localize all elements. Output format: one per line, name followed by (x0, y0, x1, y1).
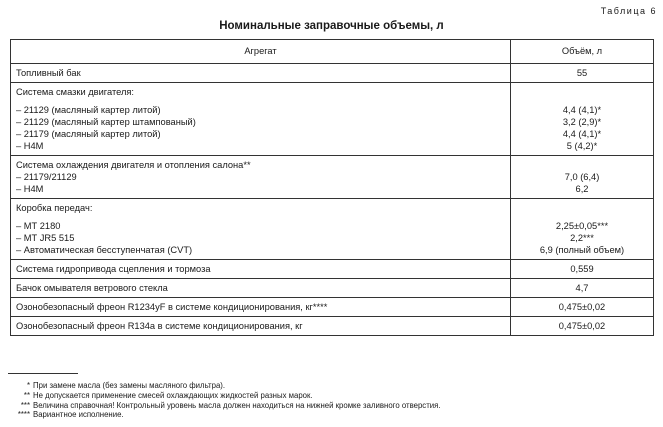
table-number: Таблица 6 (600, 6, 657, 16)
footnote-text: При замене масла (без замены масляного фильтра). (33, 381, 226, 390)
sub-item-value: 5 (4,2)* (566, 141, 598, 151)
sub-item-name: – МТ JR5 515 (16, 233, 75, 243)
table-row-freon-r134a (11, 317, 654, 336)
group-title: Система охлаждения двигателя и отопления салона** (16, 160, 251, 170)
footnote (8, 391, 441, 401)
footnote (8, 401, 441, 411)
table-row-washer (11, 279, 654, 298)
header-unit: Агрегат (11, 40, 511, 64)
group-title: Коробка передач: (16, 203, 93, 213)
table-title: Номинальные заправочные объемы, л (219, 20, 444, 32)
footnote-mark: ** (23, 390, 30, 400)
sub-item-name: – H4M (16, 141, 44, 151)
row-name: Топливный бак (11, 64, 511, 83)
volumes-table (10, 39, 654, 336)
header-volume: Объём, л (511, 40, 654, 64)
sub-item-name: – 21179/21129 (16, 172, 77, 182)
sub-item-value: 7,0 (6,4) (564, 172, 600, 182)
row-name (11, 83, 511, 156)
table-row-gearbox (11, 199, 654, 260)
table-header-row (11, 40, 654, 64)
row-value (511, 83, 654, 156)
sub-item-name: – H4M (16, 184, 44, 194)
sub-item-value: 6,2 (575, 184, 589, 194)
sub-item-name: – 21129 (масляный картер штампованый) (16, 117, 196, 127)
footnote-text: Вариантное исполнение. (33, 410, 124, 420)
footnote-text: Величина справочная! Контрольный уровень масла должен находиться на нижней кромке заливного отверстия. (33, 400, 441, 410)
footnotes (8, 381, 441, 420)
row-name: Система гидропривода сцепления и тормоза (11, 260, 511, 279)
footnote-text: Не допускается применение смесей охлаждающих жидкостей разных марок. (33, 390, 313, 400)
row-name: Бачок омывателя ветрового стекла (11, 279, 511, 298)
table-row-cooling (11, 156, 654, 199)
table-row-freon-r1234yf (11, 298, 654, 317)
sub-item-value: 4,4 (4,1)* (562, 105, 602, 115)
row-value (511, 156, 654, 199)
sub-item-value: 6,9 (полный объем) (539, 245, 625, 255)
sub-item-name: – 21179 (масляный картер литой) (16, 129, 161, 139)
row-value (511, 199, 654, 260)
row-name: Озонобезопасный фреон R1234yF в системе кондиционирования, кг**** (11, 298, 511, 317)
footnote-mark: **** (17, 410, 30, 420)
row-value: 0,475±0,02 (511, 317, 654, 336)
footnote (8, 381, 441, 391)
row-value: 4,7 (511, 279, 654, 298)
footnote-divider (8, 373, 78, 374)
footnote-mark: * (26, 381, 30, 390)
table-row-fuel (11, 64, 654, 83)
sub-item-value: 2,25±0,05*** (555, 221, 609, 231)
sub-item-value: 3,2 (2,9)* (562, 117, 602, 127)
footnote-mark: *** (20, 400, 30, 410)
row-name: Озонобезопасный фреон R134a в системе кондиционирования, кг (11, 317, 511, 336)
table-row-lubrication (11, 83, 654, 156)
sub-item-value: 4,4 (4,1)* (562, 129, 602, 139)
sub-item-name: – 21129 (масляный картер литой) (16, 105, 161, 115)
row-name (11, 156, 511, 199)
row-name (11, 199, 511, 260)
row-value: 0,559 (511, 260, 654, 279)
group-title: Система смазки двигателя: (16, 87, 135, 97)
sub-item-value: 2,2*** (570, 233, 594, 243)
sub-item-name: – Автоматическая бесступенчатая (CVT) (16, 245, 193, 255)
row-value: 0,475±0,02 (511, 298, 654, 317)
row-value: 55 (511, 64, 654, 83)
sub-item-name: – МТ 2180 (16, 221, 61, 231)
footnote (8, 410, 441, 420)
table-row-hydraulic (11, 260, 654, 279)
